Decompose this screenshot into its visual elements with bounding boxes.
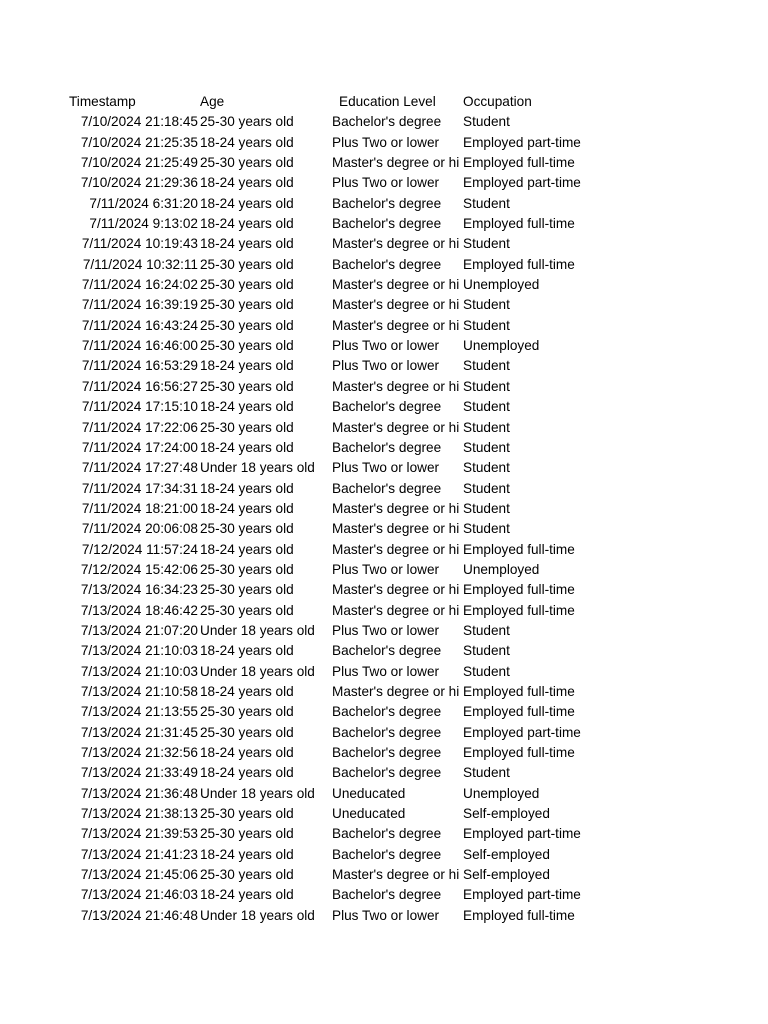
table-row [68, 173, 608, 193]
cell-occupation: Employed full-time [463, 256, 575, 272]
cell-timestamp: 7/13/2024 21:13:55 [80, 704, 198, 720]
table-row [68, 479, 608, 499]
cell-timestamp: 7/13/2024 21:31:45 [80, 724, 198, 740]
cell-age: 18-24 years old [200, 846, 294, 862]
cell-age: Under 18 years old [200, 663, 315, 679]
cell-age: 25-30 years old [200, 419, 294, 435]
cell-timestamp: 7/11/2024 10:32:11 [82, 256, 198, 272]
cell-occupation: Employed full-time [463, 602, 575, 618]
table-row [68, 662, 608, 682]
cell-occupation: Employed full-time [463, 582, 575, 598]
cell-age: 25-30 years old [200, 256, 294, 272]
cell-age: 18-24 years old [200, 500, 294, 516]
table-row [68, 356, 608, 376]
cell-occupation: Student [463, 358, 510, 374]
cell-age: 25-30 years old [200, 297, 294, 313]
cell-age: 18-24 years old [200, 480, 294, 496]
cell-education-level: Bachelor's degree [332, 643, 442, 659]
cell-education-level: Master's degree or hi [332, 297, 460, 313]
table-row [68, 438, 608, 458]
table-row [68, 682, 608, 702]
cell-timestamp: 7/11/2024 16:24:02 [81, 277, 198, 293]
cell-age: 25-30 years old [200, 155, 294, 171]
cell-education-level: Bachelor's degree [332, 480, 442, 496]
cell-occupation: Employed full-time [463, 541, 575, 557]
cell-occupation: Student [463, 195, 510, 211]
table-row [68, 418, 608, 438]
cell-timestamp: 7/13/2024 21:32:56 [80, 745, 198, 760]
cell-occupation: Student [463, 765, 510, 781]
table-row [68, 336, 608, 356]
cell-occupation: Self-employed [463, 806, 550, 822]
cell-timestamp: 7/11/2024 16:39:19 [81, 297, 198, 313]
cell-occupation: Employed part-time [463, 887, 581, 903]
table-row [68, 295, 608, 315]
cell-education-level: Plus Two or lower [332, 134, 440, 150]
cell-occupation: Employed part-time [463, 134, 581, 150]
cell-timestamp: 7/13/2024 21:46:03 [80, 887, 198, 903]
cell-age: Under 18 years old [200, 460, 315, 476]
cell-timestamp: 7/11/2024 16:56:27 [81, 378, 198, 394]
cell-timestamp: 7/13/2024 21:07:20 [80, 622, 198, 638]
table-row [68, 641, 608, 661]
cell-timestamp: 7/10/2024 21:25:35 [80, 134, 198, 150]
cell-timestamp: 7/11/2024 17:34:31 [81, 480, 198, 496]
table-row [68, 540, 608, 560]
table-row [68, 784, 608, 804]
cell-age: 18-24 years old [200, 358, 294, 374]
cell-age: Under 18 years old [200, 907, 315, 923]
cell-timestamp: 7/11/2024 16:43:24 [81, 317, 198, 333]
cell-education-level: Bachelor's degree [332, 114, 442, 130]
cell-education-level: Bachelor's degree [332, 439, 442, 455]
cell-education-level: Bachelor's degree [332, 216, 442, 232]
cell-age: 18-24 years old [200, 439, 294, 455]
table-row [68, 560, 608, 580]
cell-timestamp: 7/13/2024 16:34:23 [80, 582, 198, 598]
cell-age: Under 18 years old [200, 785, 315, 801]
cell-age: 25-30 years old [200, 378, 294, 394]
cell-age: 25-30 years old [200, 317, 294, 333]
table-row [68, 804, 608, 824]
cell-age: 18-24 years old [200, 887, 294, 903]
cell-education-level: Bachelor's degree [332, 724, 442, 740]
table-row [68, 377, 608, 397]
cell-education-level: Bachelor's degree [332, 765, 442, 781]
cell-timestamp: 7/11/2024 6:31:20 [89, 195, 198, 211]
cell-occupation: Unemployed [463, 785, 540, 801]
cell-occupation: Self-employed [463, 867, 550, 883]
cell-timestamp: 7/11/2024 17:27:48 [81, 460, 198, 476]
header-education-level: Education Level [339, 94, 436, 109]
cell-occupation: Employed full-time [463, 745, 575, 760]
header-occupation: Occupation [463, 94, 532, 109]
cell-age: 18-24 years old [200, 134, 294, 150]
cell-age: 18-24 years old [200, 765, 294, 781]
cell-education-level: Uneducated [332, 806, 406, 822]
cell-age: 25-30 years old [200, 602, 294, 618]
cell-age: 25-30 years old [200, 521, 294, 537]
cell-education-level: Master's degree or hi [332, 500, 460, 516]
cell-age: 18-24 years old [200, 643, 294, 659]
cell-age: 18-24 years old [200, 236, 294, 252]
table-row [68, 458, 608, 478]
cell-occupation: Self-employed [463, 846, 550, 862]
cell-occupation: Student [463, 419, 510, 435]
cell-education-level: Master's degree or hi [332, 378, 460, 394]
cell-occupation: Student [463, 317, 510, 333]
table-row [68, 865, 608, 885]
cell-education-level: Plus Two or lower [332, 561, 440, 577]
cell-occupation: Employed full-time [463, 216, 575, 232]
cell-education-level: Plus Two or lower [332, 907, 440, 923]
cell-age: 18-24 years old [200, 195, 294, 211]
table-row [68, 153, 608, 173]
cell-education-level: Master's degree or hi [332, 582, 460, 598]
table-row [68, 255, 608, 275]
cell-occupation: Student [463, 663, 510, 679]
table-row [68, 275, 608, 295]
cell-age: 18-24 years old [200, 175, 294, 191]
cell-timestamp: 7/11/2024 10:19:43 [81, 236, 198, 252]
cell-occupation: Unemployed [463, 277, 540, 293]
data-table [68, 92, 608, 926]
cell-occupation: Student [463, 480, 510, 496]
cell-education-level: Plus Two or lower [332, 622, 440, 638]
cell-timestamp: 7/10/2024 21:18:45 [80, 114, 198, 130]
cell-timestamp: 7/10/2024 21:25:49 [80, 155, 198, 171]
cell-timestamp: 7/13/2024 21:39:53 [80, 826, 198, 842]
table-row [68, 316, 608, 336]
cell-occupation: Student [463, 297, 510, 313]
cell-education-level: Master's degree or hi [332, 867, 460, 883]
cell-occupation: Student [463, 114, 510, 130]
cell-education-level: Bachelor's degree [332, 195, 442, 211]
cell-timestamp: 7/13/2024 21:33:49 [80, 765, 198, 781]
cell-education-level: Bachelor's degree [332, 846, 442, 862]
cell-occupation: Student [463, 378, 510, 394]
cell-occupation: Unemployed [463, 338, 540, 354]
cell-occupation: Unemployed [463, 561, 540, 577]
header-row [68, 92, 608, 112]
table-row [68, 763, 608, 783]
cell-education-level: Master's degree or hi [332, 521, 460, 537]
cell-education-level: Bachelor's degree [332, 826, 442, 842]
cell-age: 25-30 years old [200, 277, 294, 293]
cell-education-level: Master's degree or hi [332, 277, 460, 293]
cell-timestamp: 7/11/2024 17:15:10 [81, 399, 198, 415]
cell-timestamp: 7/11/2024 16:46:00 [81, 338, 198, 354]
cell-timestamp: 7/13/2024 21:41:23 [80, 846, 198, 862]
cell-education-level: Master's degree or hi [332, 419, 460, 435]
table-row [68, 112, 608, 132]
cell-education-level: Master's degree or hi [332, 155, 460, 171]
cell-education-level: Master's degree or hi [332, 683, 460, 699]
cell-occupation: Student [463, 643, 510, 659]
table-row [68, 234, 608, 254]
cell-education-level: Master's degree or hi [332, 541, 460, 557]
table-row [68, 885, 608, 905]
cell-age: 18-24 years old [200, 399, 294, 415]
table-row [68, 214, 608, 234]
cell-age: 18-24 years old [200, 216, 294, 232]
cell-timestamp: 7/11/2024 18:21:00 [81, 500, 198, 516]
cell-occupation: Employed part-time [463, 826, 581, 842]
cell-occupation: Employed full-time [463, 907, 575, 923]
cell-occupation: Student [463, 236, 510, 252]
cell-age: 25-30 years old [200, 114, 294, 130]
cell-occupation: Employed full-time [463, 155, 575, 171]
cell-timestamp: 7/11/2024 17:22:06 [81, 419, 198, 435]
cell-age: 25-30 years old [200, 561, 294, 577]
cell-timestamp: 7/13/2024 21:38:13 [80, 806, 198, 822]
cell-timestamp: 7/11/2024 20:06:08 [81, 521, 198, 537]
cell-education-level: Bachelor's degree [332, 745, 442, 760]
cell-timestamp: 7/11/2024 9:13:02 [89, 216, 198, 232]
cell-education-level: Plus Two or lower [332, 338, 440, 354]
cell-age: 25-30 years old [200, 582, 294, 598]
cell-timestamp: 7/13/2024 21:10:03 [80, 643, 198, 659]
cell-occupation: Student [463, 521, 510, 537]
table-row [68, 601, 608, 621]
cell-education-level: Plus Two or lower [332, 175, 440, 191]
cell-education-level: Master's degree or hi [332, 236, 460, 252]
cell-education-level: Master's degree or hi [332, 317, 460, 333]
cell-age: 18-24 years old [200, 541, 294, 557]
table-row [68, 906, 608, 926]
table-row [68, 743, 608, 763]
cell-age: 25-30 years old [200, 704, 294, 720]
cell-timestamp: 7/12/2024 11:57:24 [81, 541, 198, 557]
cell-age: 18-24 years old [200, 745, 294, 760]
cell-education-level: Master's degree or hi [332, 602, 460, 618]
cell-timestamp: 7/13/2024 21:46:48 [80, 907, 198, 923]
cell-timestamp: 7/13/2024 21:45:06 [80, 867, 198, 883]
table-row [68, 621, 608, 641]
cell-education-level: Bachelor's degree [332, 704, 442, 720]
cell-occupation: Employed part-time [463, 175, 581, 191]
cell-occupation: Student [463, 460, 510, 476]
table-row [68, 723, 608, 743]
cell-timestamp: 7/12/2024 15:42:06 [80, 561, 198, 577]
cell-education-level: Plus Two or lower [332, 460, 440, 476]
cell-timestamp: 7/13/2024 21:10:58 [80, 683, 198, 699]
cell-age: 25-30 years old [200, 867, 294, 883]
cell-age: 25-30 years old [200, 806, 294, 822]
cell-age: 25-30 years old [200, 724, 294, 740]
table-body [68, 112, 608, 926]
table-row [68, 580, 608, 600]
cell-education-level: Plus Two or lower [332, 358, 440, 374]
cell-timestamp: 7/11/2024 17:24:00 [81, 439, 198, 455]
table-row [68, 133, 608, 153]
cell-age: 25-30 years old [200, 826, 294, 842]
header-age: Age [200, 94, 225, 109]
header-timestamp: Timestamp [69, 94, 136, 109]
cell-occupation: Employed full-time [463, 683, 575, 699]
cell-education-level: Bachelor's degree [332, 399, 442, 415]
table-row [68, 845, 608, 865]
cell-age: 18-24 years old [200, 683, 294, 699]
cell-education-level: Bachelor's degree [332, 256, 442, 272]
cell-occupation: Student [463, 622, 510, 638]
cell-timestamp: 7/13/2024 21:10:03 [80, 663, 198, 679]
table-row [68, 702, 608, 722]
cell-timestamp: 7/13/2024 18:46:42 [80, 602, 198, 618]
table-row [68, 397, 608, 417]
cell-education-level: Plus Two or lower [332, 663, 440, 679]
cell-occupation: Student [463, 439, 510, 455]
cell-occupation: Employed full-time [463, 704, 575, 720]
cell-timestamp: 7/13/2024 21:36:48 [80, 785, 198, 801]
table-row [68, 824, 608, 844]
cell-age: 25-30 years old [200, 338, 294, 354]
table-row [68, 519, 608, 539]
cell-occupation: Student [463, 399, 510, 415]
cell-age: Under 18 years old [200, 622, 315, 638]
cell-occupation: Employed part-time [463, 724, 581, 740]
cell-timestamp: 7/10/2024 21:29:36 [80, 175, 198, 191]
cell-education-level: Uneducated [332, 785, 406, 801]
cell-occupation: Student [463, 500, 510, 516]
table-row [68, 499, 608, 519]
cell-timestamp: 7/11/2024 16:53:29 [81, 358, 198, 374]
cell-education-level: Bachelor's degree [332, 887, 442, 903]
table-row [68, 194, 608, 214]
